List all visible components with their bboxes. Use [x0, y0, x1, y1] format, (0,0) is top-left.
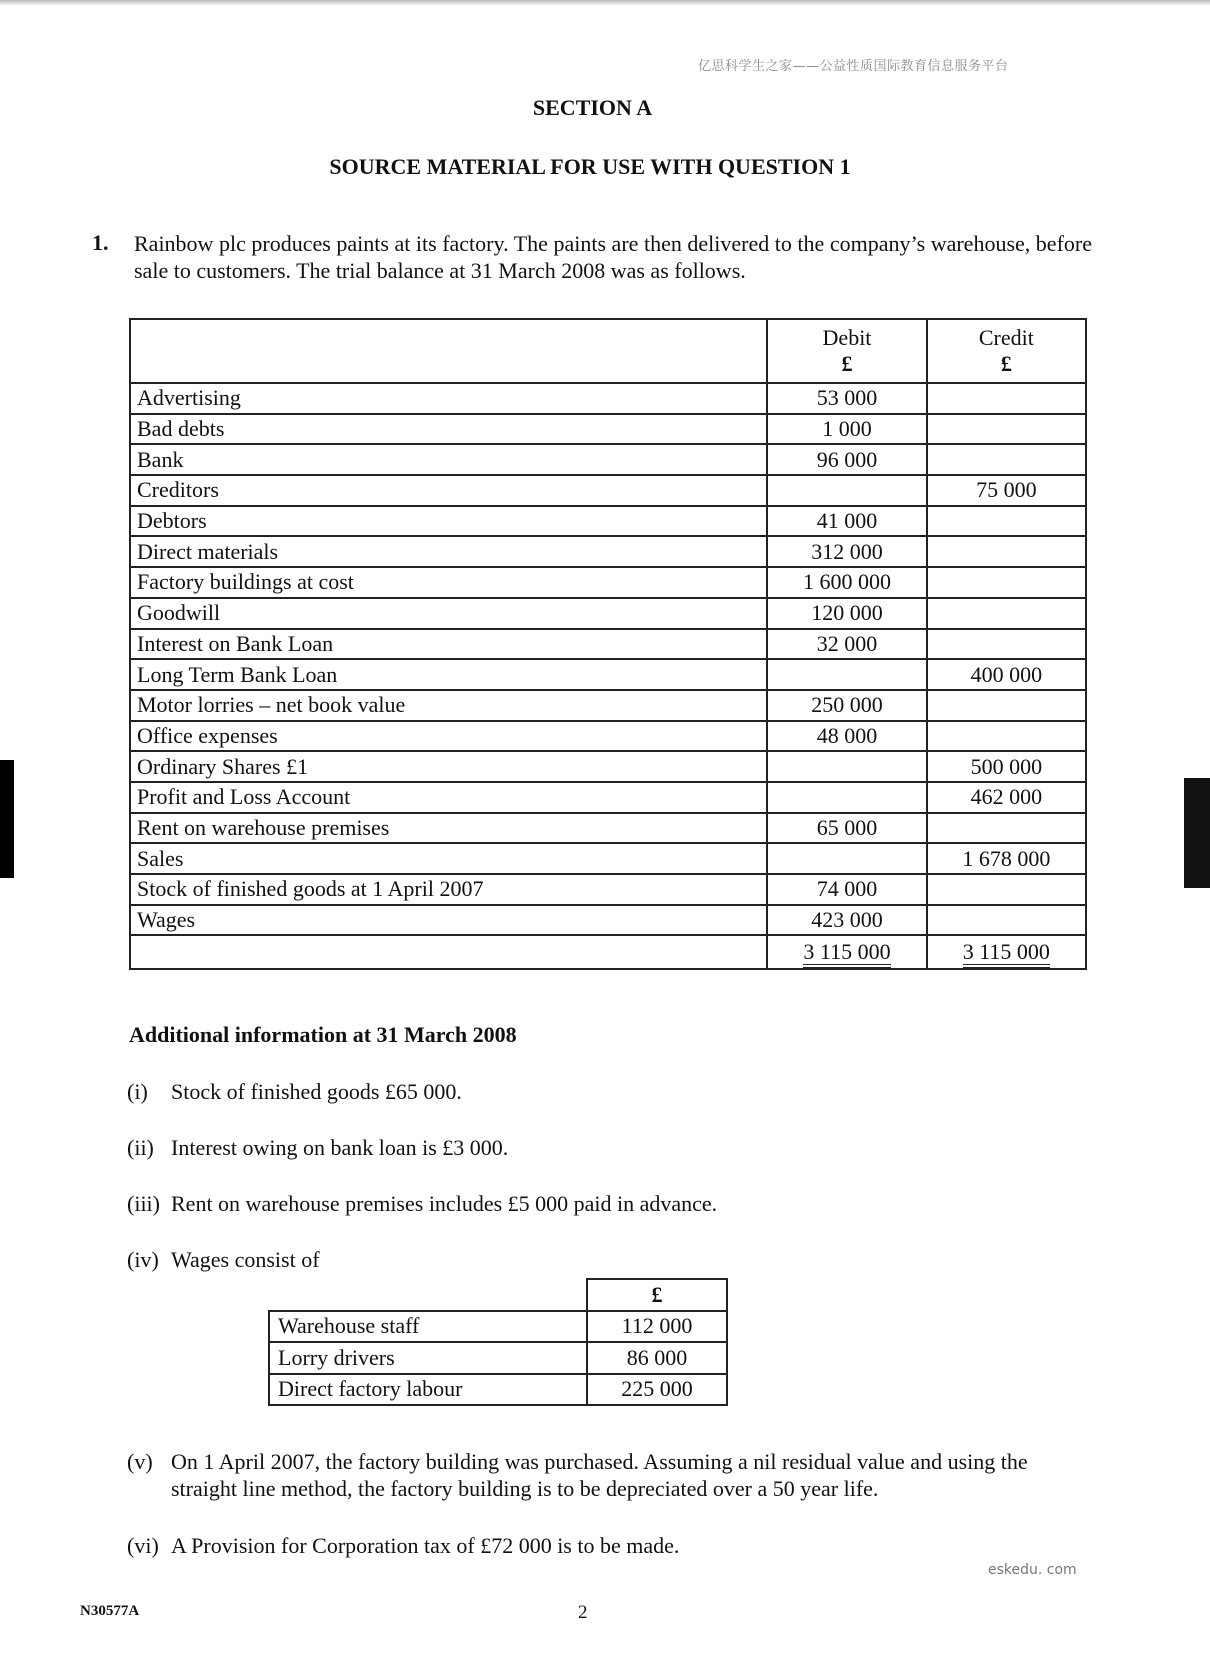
- debit-amount: 74 000: [767, 874, 926, 905]
- table-row: [130, 843, 1086, 874]
- credit-amount: [927, 383, 1086, 414]
- wages-header-row: [269, 1279, 727, 1311]
- account-name: Direct materials: [130, 536, 767, 567]
- debit-amount: [767, 659, 926, 690]
- credit-amount: [927, 444, 1086, 475]
- credit-amount: [927, 536, 1086, 567]
- credit-amount: [927, 567, 1086, 598]
- credit-amount: 400 000: [927, 659, 1086, 690]
- question-text: Rainbow plc produces paints at its factory. The paints are then delivered to the company’s warehouse, before sale to customers. The trial balance at 31 March 2008 was as follows.: [134, 231, 1092, 283]
- table-row: [130, 629, 1086, 660]
- info-item-ref: (vi): [127, 1533, 159, 1558]
- wages-name: Warehouse staff: [269, 1311, 587, 1343]
- account-name: Advertising: [130, 383, 767, 414]
- table-row: [130, 598, 1086, 629]
- account-name: Wages: [130, 905, 767, 936]
- watermark-bottom: eskedu. com: [988, 1562, 1077, 1578]
- info-item-text: Wages consist of: [171, 1247, 320, 1272]
- info-item-iv: [127, 1246, 320, 1273]
- source-material-title: SOURCE MATERIAL FOR USE WITH QUESTION 1: [329, 154, 851, 179]
- table-row: [130, 383, 1086, 414]
- credit-amount: 500 000: [927, 751, 1086, 782]
- table-row: [130, 567, 1086, 598]
- info-item-ii: [127, 1134, 508, 1161]
- table-row: [130, 659, 1086, 690]
- table-row: [130, 475, 1086, 506]
- info-item-v: [127, 1448, 1087, 1502]
- scan-left-edge-mark: [0, 760, 14, 878]
- account-name: Creditors: [130, 475, 767, 506]
- account-name: Stock of finished goods at 1 April 2007: [130, 874, 767, 905]
- wages-header-empty: [269, 1279, 587, 1311]
- wages-amount: 112 000: [587, 1311, 727, 1343]
- watermark-top: 亿思科学生之家——公益性质国际教育信息服务平台: [698, 59, 1009, 74]
- credit-amount: [927, 905, 1086, 936]
- table-row: [130, 536, 1086, 567]
- wages-name: Lorry drivers: [269, 1342, 587, 1374]
- account-name: Profit and Loss Account: [130, 782, 767, 813]
- debit-amount: [767, 751, 926, 782]
- page-number: 2: [578, 1602, 588, 1623]
- debit-amount: 41 000: [767, 506, 926, 537]
- question-number: 1.: [92, 230, 109, 255]
- header-credit-unit: £: [1000, 351, 1012, 376]
- account-name: Ordinary Shares £1: [130, 751, 767, 782]
- info-item-ref: (ii): [127, 1135, 154, 1160]
- table-row: [130, 506, 1086, 537]
- header-account-cell: [130, 319, 767, 383]
- table-row: [130, 690, 1086, 721]
- debit-amount: 250 000: [767, 690, 926, 721]
- table-row: [130, 414, 1086, 445]
- table-row: [269, 1311, 727, 1343]
- wages-table: [268, 1278, 728, 1406]
- account-name: Sales: [130, 843, 767, 874]
- table-row: [269, 1342, 727, 1374]
- credit-amount: [927, 874, 1086, 905]
- info-item-ref: (iv): [127, 1247, 159, 1272]
- account-name: Interest on Bank Loan: [130, 629, 767, 660]
- debit-amount: 1 600 000: [767, 567, 926, 598]
- account-name: Factory buildings at cost: [130, 567, 767, 598]
- total-credit: 3 115 000: [963, 939, 1050, 968]
- info-item-i: [127, 1078, 462, 1105]
- total-credit-cell: [927, 935, 1086, 969]
- account-name: Rent on warehouse premises: [130, 813, 767, 844]
- header-debit-cell: [767, 319, 926, 383]
- info-item-text: Rent on warehouse premises includes £5 000 paid in advance.: [171, 1191, 718, 1216]
- account-name: Office expenses: [130, 721, 767, 752]
- debit-amount: [767, 843, 926, 874]
- info-item-text: A Provision for Corporation tax of £72 000 is to be made.: [171, 1533, 680, 1558]
- credit-amount: 75 000: [927, 475, 1086, 506]
- paper-code: N30577A: [80, 1603, 140, 1619]
- table-row: [130, 874, 1086, 905]
- trial-balance-header-row: [130, 319, 1086, 383]
- account-name: Bad debts: [130, 414, 767, 445]
- credit-amount: [927, 690, 1086, 721]
- header-debit-unit: £: [841, 351, 853, 376]
- additional-info-title: Additional information at 31 March 2008: [129, 1022, 517, 1047]
- account-name: Long Term Bank Loan: [130, 659, 767, 690]
- total-debit: 3 115 000: [803, 939, 890, 968]
- info-item-text: On 1 April 2007, the factory building was purchased. Assuming a nil residual value and using the straight line method, the factory building is to be depreciated over a 50 year life.: [171, 1449, 1028, 1501]
- credit-amount: [927, 813, 1086, 844]
- table-row: [130, 751, 1086, 782]
- debit-amount: 423 000: [767, 905, 926, 936]
- debit-amount: 48 000: [767, 721, 926, 752]
- section-title: SECTION A: [532, 95, 653, 120]
- wages-amount: 225 000: [587, 1374, 727, 1406]
- total-label-cell: [130, 935, 767, 969]
- info-item-ref: (i): [127, 1079, 148, 1104]
- credit-amount: [927, 506, 1086, 537]
- credit-amount: [927, 414, 1086, 445]
- total-debit-cell: [767, 935, 926, 969]
- debit-amount: 65 000: [767, 813, 926, 844]
- table-row: [130, 905, 1086, 936]
- debit-amount: 1 000: [767, 414, 926, 445]
- table-row: [130, 444, 1086, 475]
- table-row: [269, 1374, 727, 1406]
- scan-right-edge-mark: [1184, 778, 1210, 888]
- header-credit-label: Credit: [978, 325, 1034, 350]
- account-name: Motor lorries – net book value: [130, 690, 767, 721]
- info-item-vi: [127, 1532, 679, 1559]
- wages-unit: £: [587, 1279, 727, 1311]
- total-row: [130, 935, 1086, 969]
- wages-amount: 86 000: [587, 1342, 727, 1374]
- credit-amount: 1 678 000: [927, 843, 1086, 874]
- info-item-text: Stock of finished goods £65 000.: [171, 1079, 462, 1104]
- debit-amount: 53 000: [767, 383, 926, 414]
- debit-amount: [767, 475, 926, 506]
- table-row: [130, 721, 1086, 752]
- table-row: [130, 813, 1086, 844]
- header-credit-cell: [927, 319, 1086, 383]
- info-item-text: Interest owing on bank loan is £3 000.: [171, 1135, 509, 1160]
- table-row: [130, 782, 1086, 813]
- debit-amount: 32 000: [767, 629, 926, 660]
- account-name: Goodwill: [130, 598, 767, 629]
- account-name: Debtors: [130, 506, 767, 537]
- credit-amount: [927, 721, 1086, 752]
- debit-amount: 120 000: [767, 598, 926, 629]
- trial-balance-table: [129, 318, 1087, 970]
- info-item-iii: [127, 1190, 717, 1217]
- credit-amount: [927, 629, 1086, 660]
- credit-amount: 462 000: [927, 782, 1086, 813]
- credit-amount: [927, 598, 1086, 629]
- info-item-ref: (v): [127, 1449, 153, 1474]
- debit-amount: [767, 782, 926, 813]
- scan-top-edge: [0, 0, 1210, 6]
- account-name: Bank: [130, 444, 767, 475]
- debit-amount: 312 000: [767, 536, 926, 567]
- debit-amount: 96 000: [767, 444, 926, 475]
- header-debit-label: Debit: [822, 325, 872, 350]
- info-item-ref: (iii): [127, 1191, 160, 1216]
- wages-name: Direct factory labour: [269, 1374, 587, 1406]
